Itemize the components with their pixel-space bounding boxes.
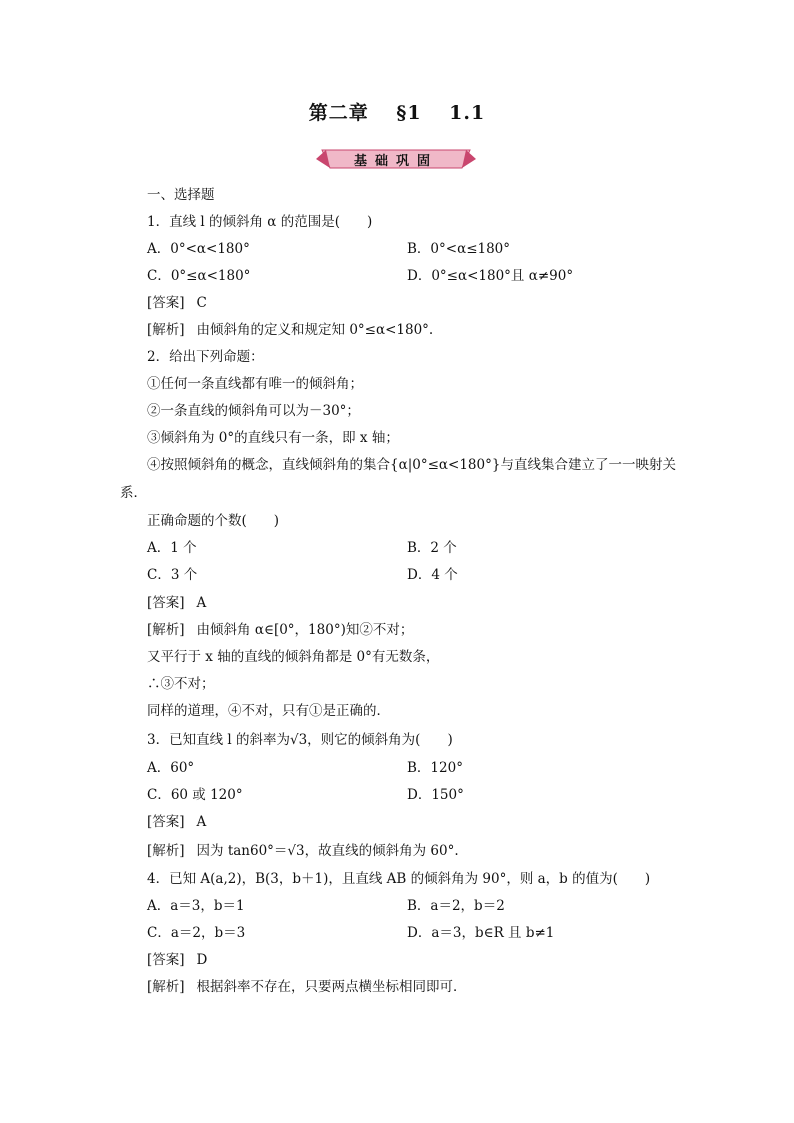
q4-option-c: C．a＝2，b＝3 (147, 925, 246, 941)
q3-answer-line (147, 813, 206, 831)
page-title (0, 98, 794, 125)
q2-answer-line (147, 594, 206, 612)
q3-analysis: 因为 tan60°＝√3，故直线的倾斜角为 60°. (196, 843, 459, 859)
q1-answer: C (196, 295, 207, 311)
section-label: §1 (396, 102, 422, 124)
q2-option-b: B．2 个 (407, 540, 457, 556)
q3-analysis-line (147, 842, 459, 860)
q3-option-a: A．60° (147, 760, 195, 776)
q1-option-b: B．0°<α≤180° (407, 241, 511, 257)
section-banner (316, 146, 476, 172)
chapter-label: 第二章 (308, 102, 369, 124)
q1-option-c: C．0°≤α<180° (147, 268, 251, 284)
q2-analysis: 由倾斜角 α∈[0°，180°)知②不对； (196, 622, 414, 638)
q2-answer: A (196, 595, 207, 611)
q2-option-d: D．4 个 (407, 567, 458, 583)
q4-answer-line (147, 951, 207, 969)
q2-analysis-line-4: 同样的道理，④不对，只有①是正确的． (147, 703, 390, 719)
q1-analysis-line (147, 321, 433, 339)
q3-option-b: B．120° (407, 760, 463, 776)
q1-stem: 1．直线 l 的倾斜角 α 的范围是( ) (147, 214, 373, 230)
q4-stem: 4．已知 A(a,2)，B(3，b＋1)，且直线 AB 的倾斜角为 90°，则 a，b 的值为( ) (147, 871, 651, 887)
q2-question: 正确命题的个数( ) (147, 513, 280, 529)
q2-statement-1: ①任何一条直线都有唯一的倾斜角； (147, 376, 363, 392)
q1-answer-line (147, 294, 207, 312)
answer-label: [答案] (147, 595, 185, 611)
q1-option-d: D．0°≤α<180°且 α≠90° (407, 268, 574, 284)
banner-text: 基础巩固 (353, 154, 438, 169)
q2-analysis-line (147, 621, 413, 639)
section-heading: 一、选择题 (147, 187, 215, 203)
q1-option-a: A．0°<α<180° (147, 241, 250, 257)
analysis-label: [解析] (147, 322, 185, 338)
q2-stem: 2．给出下列命题： (147, 349, 264, 365)
q2-statement-2: ②一条直线的倾斜角可以为－30°； (147, 403, 360, 419)
analysis-label: [解析] (147, 979, 185, 995)
q2-statement-3: ③倾斜角为 0°的直线只有一条，即 x 轴； (147, 430, 399, 446)
answer-label: [答案] (147, 814, 185, 830)
q3-stem: 3．已知直线 l 的斜率为√3，则它的倾斜角为( ) (147, 732, 453, 748)
q4-analysis-line (147, 978, 467, 996)
q2-analysis-line-2: 又平行于 x 轴的直线的倾斜角都是 0°有无数条， (147, 649, 440, 665)
analysis-label: [解析] (147, 843, 185, 859)
subsection-label: 1.1 (449, 102, 486, 124)
q4-analysis: 根据斜率不存在，只要两点横坐标相同即可． (196, 979, 467, 995)
q3-option-d: D．150° (407, 787, 464, 803)
q2-analysis-line-3: ∴③不对； (147, 676, 215, 692)
q2-statement-4-wrap: 系． (120, 485, 147, 501)
q2-statement-4: ④按照倾斜角的概念，直线倾斜角的集合{α|0°≤α<180°}与直线集合建立了一一映射关 (147, 457, 676, 473)
q2-option-c: C．3 个 (147, 567, 198, 583)
analysis-label: [解析] (147, 622, 185, 638)
q4-answer: D (196, 952, 208, 968)
q4-option-b: B．a＝2，b＝2 (407, 898, 505, 914)
q3-option-c: C．60 或 120° (147, 787, 243, 803)
answer-label: [答案] (147, 952, 185, 968)
q3-answer: A (196, 814, 207, 830)
q4-option-a: A．a＝3，b＝1 (147, 898, 245, 914)
q1-analysis: 由倾斜角的定义和规定知 0°≤α<180°. (196, 322, 434, 338)
answer-label: [答案] (147, 295, 185, 311)
q2-option-a: A．1 个 (147, 540, 197, 556)
q4-option-d: D．a＝3，b∈R 且 b≠1 (407, 925, 555, 941)
